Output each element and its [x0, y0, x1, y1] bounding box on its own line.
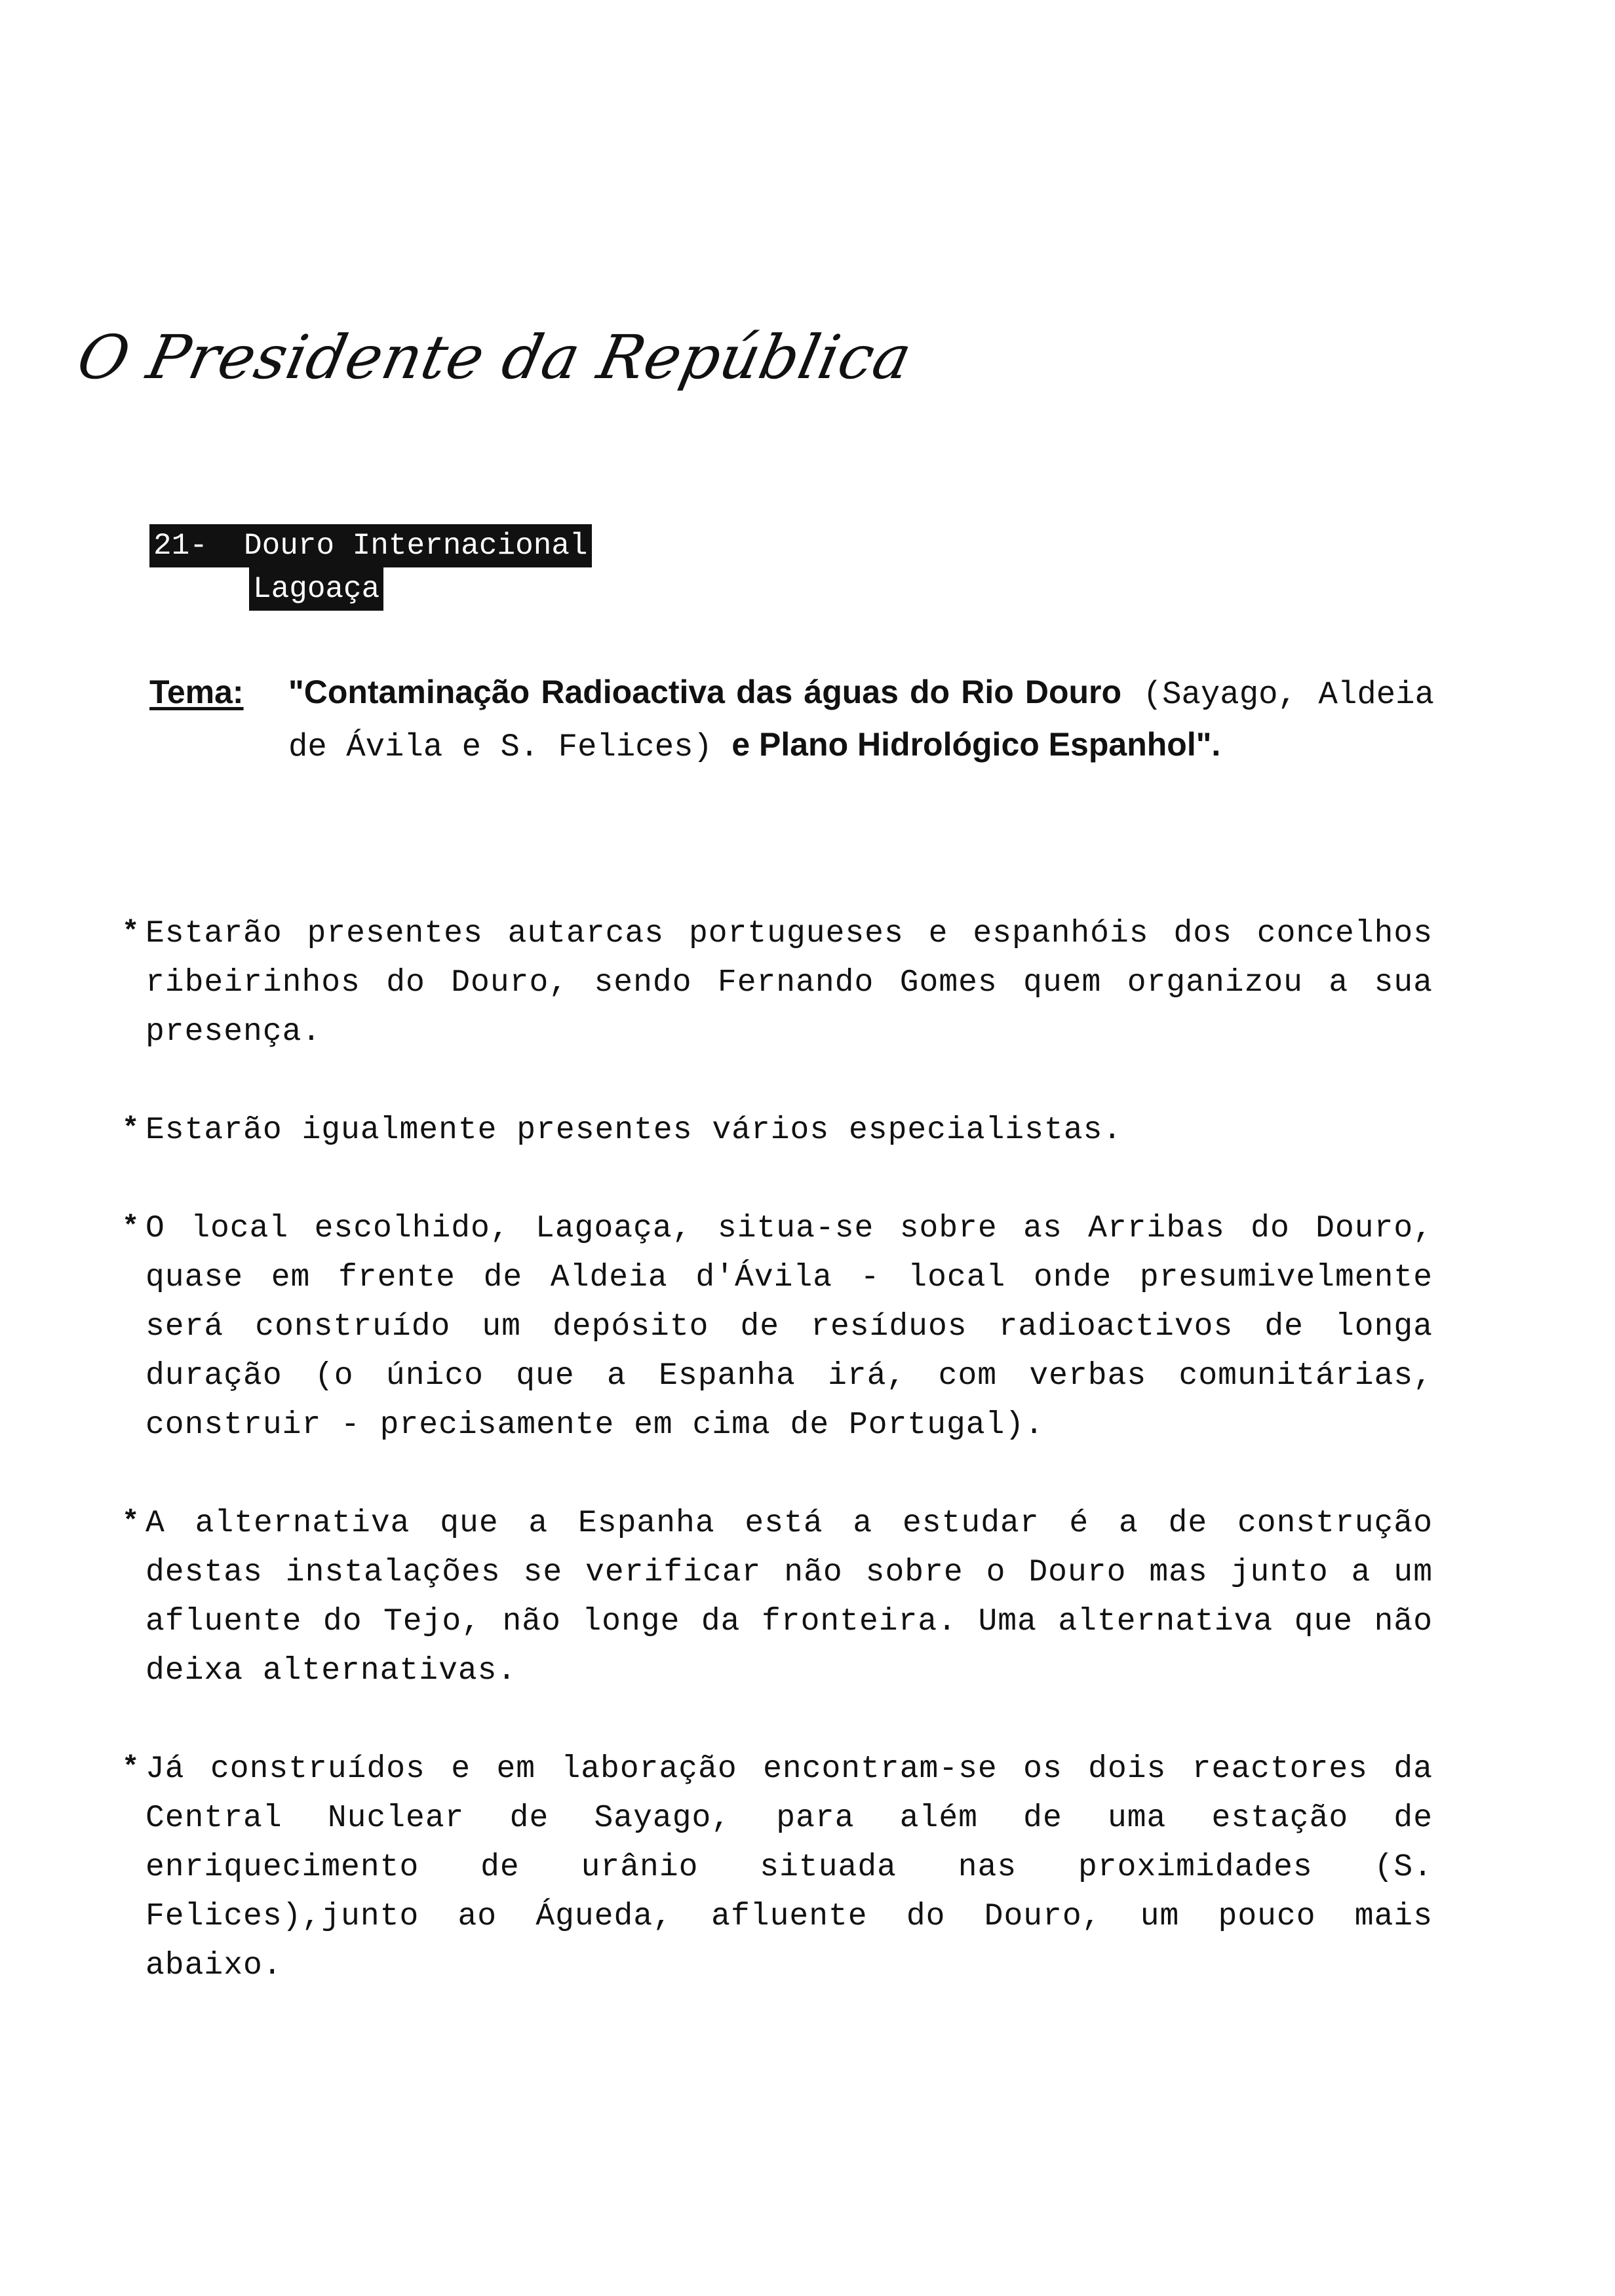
bullet-text: Estarão igualmente presentes vários especialistas. [146, 1113, 1123, 1148]
section-subtitle: Lagoaça [249, 567, 383, 611]
bullet-asterisk: * [122, 916, 140, 949]
section-title-line [149, 524, 592, 567]
section-title: Douro Internacional [244, 529, 588, 563]
section-number-title [149, 524, 592, 567]
tema-label: Tema: [149, 674, 244, 710]
tema-block [149, 667, 1434, 772]
section-subtitle-line [249, 567, 592, 611]
section-header [149, 524, 592, 611]
bullet-text: Estarão presentes autarcas portugueses e espanhóis dos concelhos ribeirinhos do Douro, sendo Fernando Gomes quem organizou a sua presença. [146, 916, 1433, 1050]
letterhead-presidente-da-republica: O Presidente da República [71, 322, 918, 392]
bullet-list [122, 909, 1433, 2040]
bullet-text: Já construídos e em laboração encontram-se os dois reactores da Central Nuclear de Sayago, para além de uma estação de enriquecimento de urânio situada nas proximidades (S. Felices),junto ao Águeda, afluente do Douro, um pouco mais abaixo. [146, 1751, 1433, 1983]
bullet-asterisk: * [122, 1113, 140, 1145]
bullet-text: A alternativa que a Espanha está a estudar é a de construção destas instalações se verificar não sobre o Douro mas junto a um afluente do Tejo, não longe da fronteira. Uma alternativa que não deixa alternativas. [146, 1506, 1433, 1689]
bullet-asterisk: * [122, 1211, 140, 1244]
tema-title-regular: (Sayago, Aldeia de Ávila e S. Felices) [288, 676, 1434, 765]
bullet-item [122, 1745, 1433, 1991]
bullet-asterisk: * [122, 1751, 140, 1784]
tema-text [288, 667, 1434, 772]
bullet-text: O local escolhido, Lagoaça, situa-se sobre as Arribas do Douro, quase em frente de Aldeia d'Ávila - local onde presumivelmente será construído um depósito de resíduos radioactivos de longa duração (o único que a Espanha irá, com verbas comunitárias, construir - precisamente em cima de Portugal). [146, 1211, 1433, 1443]
bullet-asterisk: * [122, 1506, 140, 1539]
bullet-item [122, 1204, 1433, 1450]
bullet-item [122, 1106, 1433, 1155]
bullet-item [122, 909, 1433, 1057]
tema-title-bold: "Contaminação Radioactiva das águas do Rio Douro [288, 674, 1122, 710]
section-number: 21- [153, 529, 208, 563]
tema-title-bold-end: e Plano Hidrológico Espanhol". [731, 726, 1221, 763]
bullet-item [122, 1499, 1433, 1696]
